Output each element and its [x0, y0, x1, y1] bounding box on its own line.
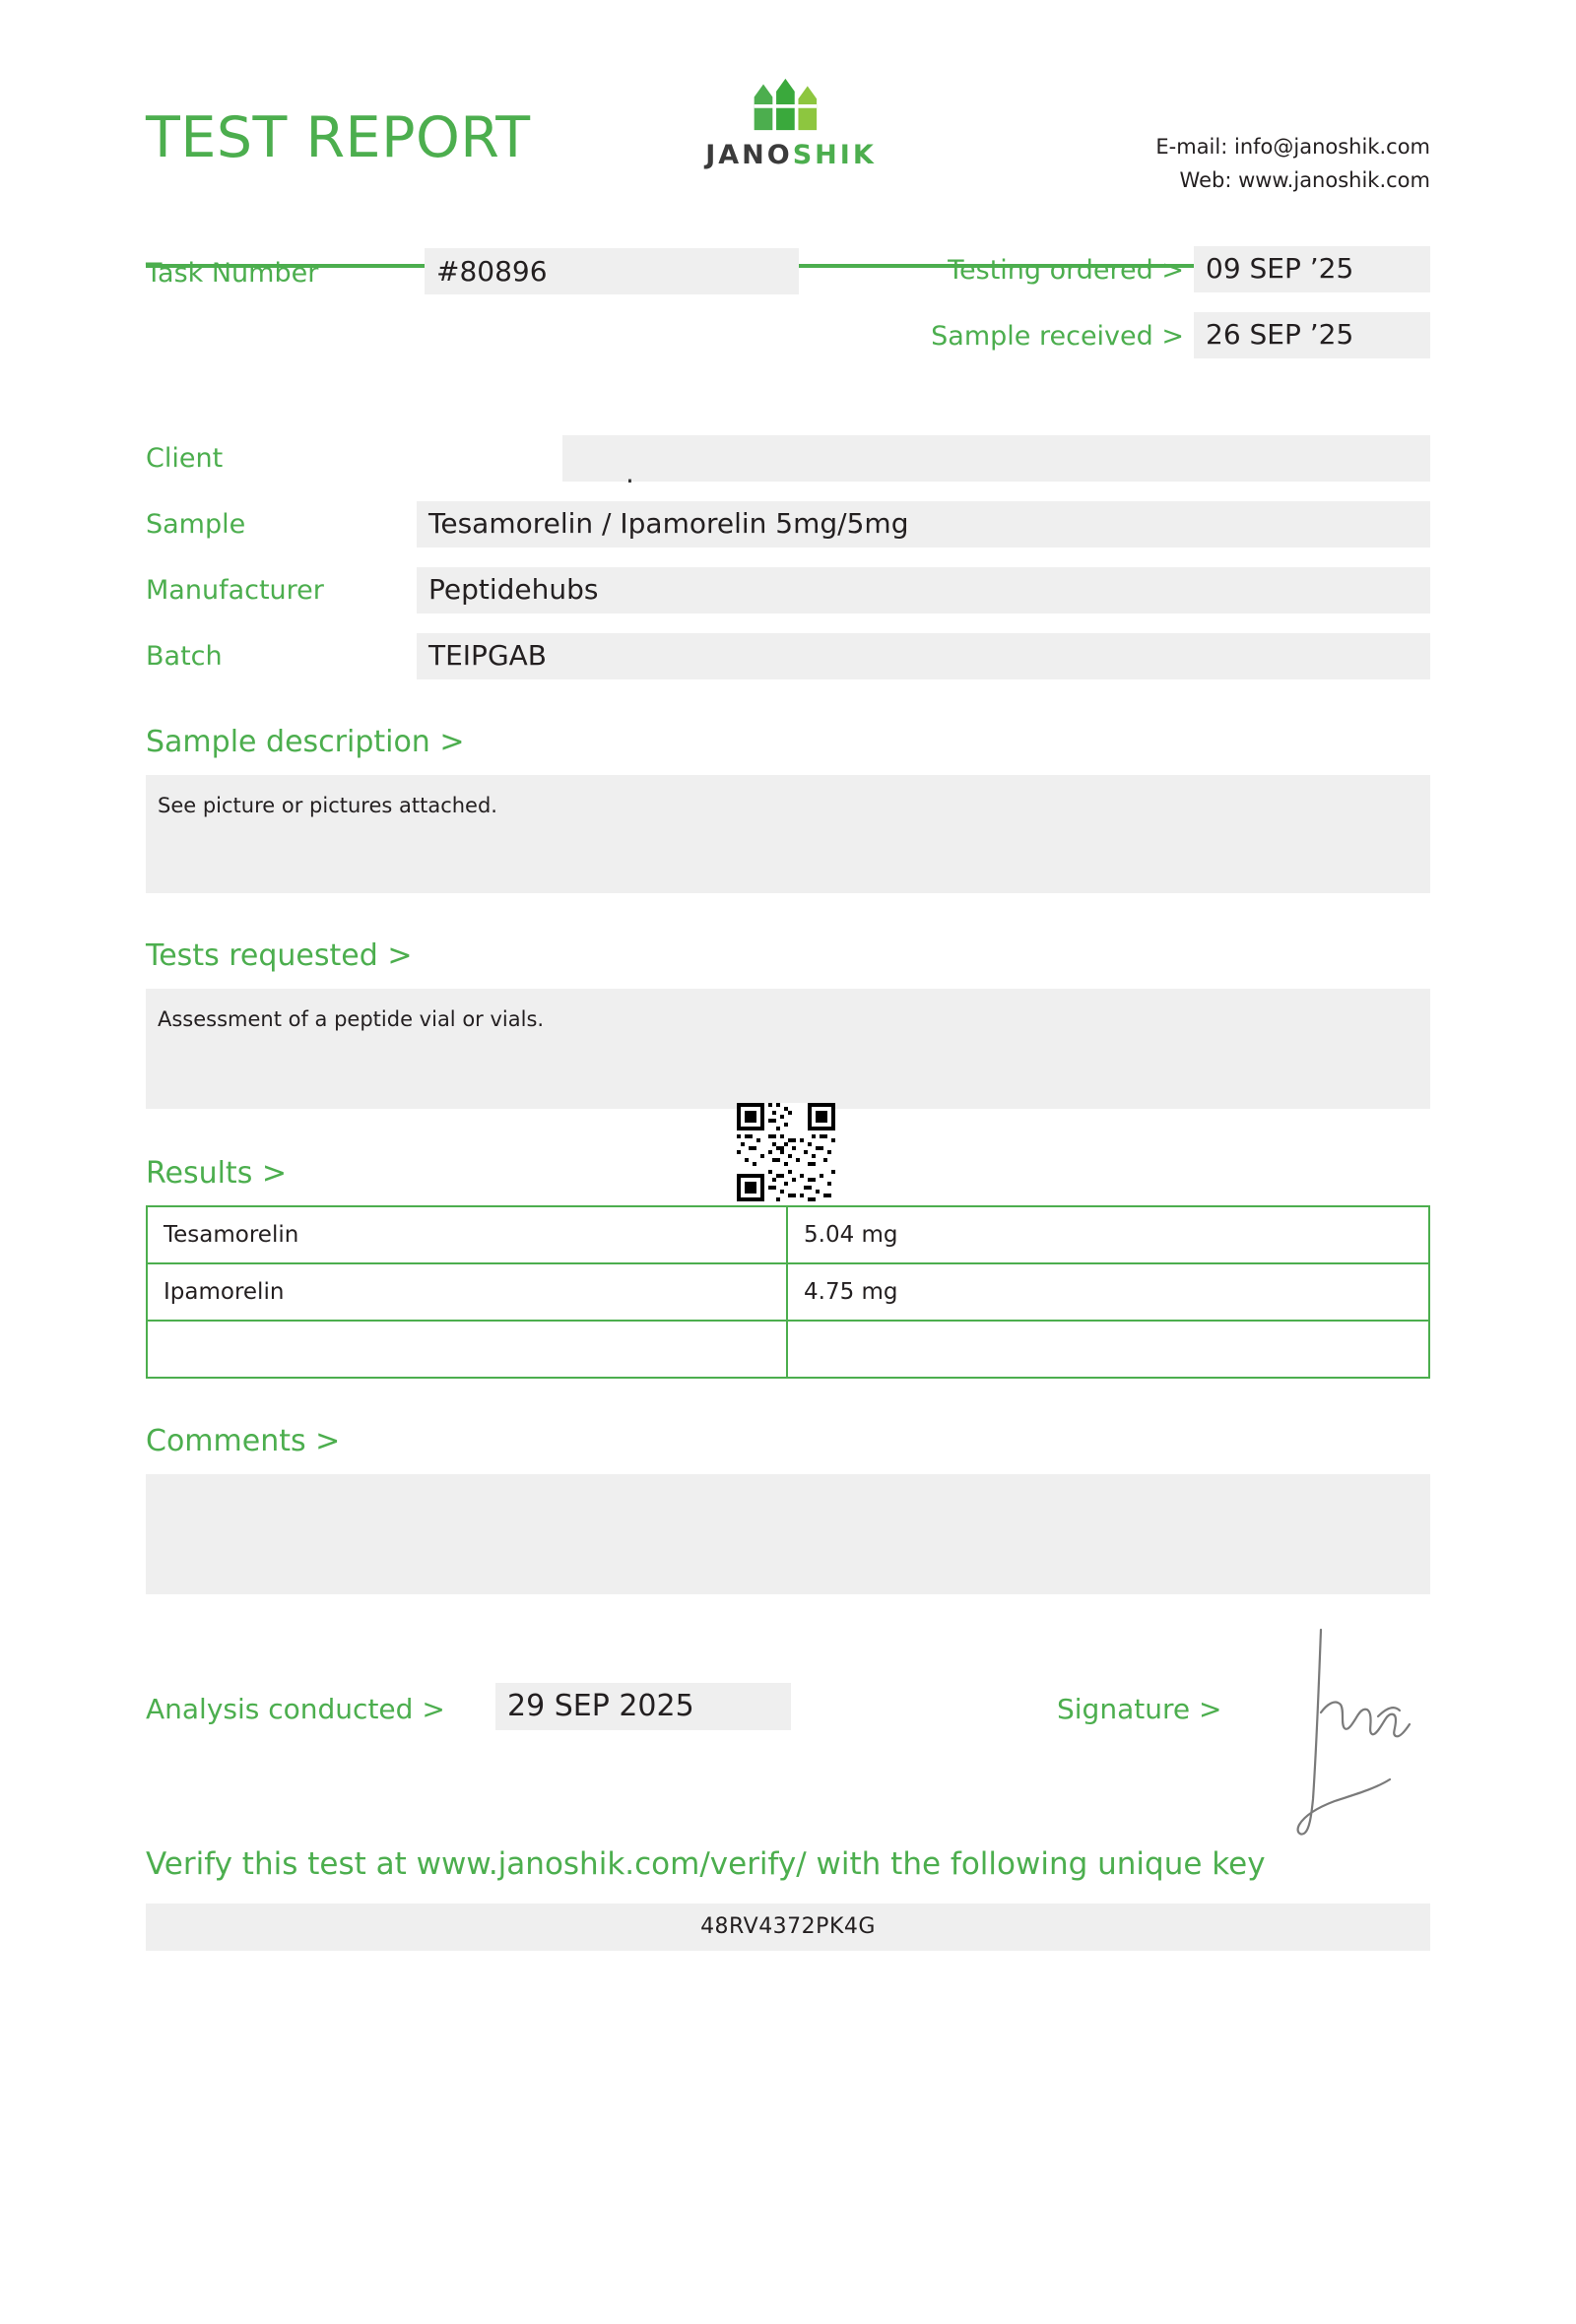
unique-key: 48RV4372PK4G — [146, 1904, 1430, 1951]
signature-image — [1283, 1622, 1461, 1839]
task-number-value: #80896 — [425, 248, 799, 294]
batch-row — [146, 633, 1430, 679]
sample-received-row — [820, 312, 1430, 358]
qr-code-icon — [737, 1103, 835, 1201]
logo-word-green: SHIK — [792, 140, 877, 170]
table-row — [147, 1321, 1429, 1378]
task-number-label: Task Number — [146, 258, 319, 289]
sample-label: Sample — [146, 509, 246, 540]
results-heading: Results > — [146, 1156, 287, 1191]
manufacturer-label: Manufacturer — [146, 575, 324, 606]
result-name — [147, 1321, 787, 1378]
table-row — [147, 1206, 1429, 1263]
sample-description-box: See picture or pictures attached. — [146, 775, 1430, 893]
sample-value: Tesamorelin / Ipamorelin 5mg/5mg — [417, 501, 1430, 548]
contact-block — [1155, 130, 1430, 197]
batch-value: TEIPGAB — [417, 633, 1430, 679]
testing-ordered-row — [820, 246, 1430, 292]
result-value: 4.75 mg — [787, 1263, 1429, 1321]
task-row — [146, 248, 1430, 356]
sample-row — [146, 501, 1430, 548]
client-label: Client — [146, 443, 224, 474]
analysis-conducted-label: Analysis conducted > — [146, 1693, 445, 1725]
testing-ordered-value: 09 SEP ’25 — [1194, 246, 1430, 292]
batch-label: Batch — [146, 641, 223, 672]
result-value — [787, 1321, 1429, 1378]
analysis-signature-row — [146, 1679, 1430, 1738]
dates-block — [820, 246, 1430, 378]
manufacturer-row — [146, 567, 1430, 613]
page-title: TEST REPORT — [146, 105, 531, 170]
logo-word-dark: JANO — [705, 140, 793, 170]
manufacturer-value: Peptidehubs — [417, 567, 1430, 613]
info-block — [146, 435, 1430, 679]
client-value-text: . — [625, 457, 634, 489]
verify-text: Verify this test at www.janoshik.com/verify/ with the following unique key — [146, 1846, 1266, 1882]
comments-box — [146, 1474, 1430, 1594]
report-content — [146, 0, 1430, 1951]
report-header — [146, 0, 1430, 207]
contact-web: Web: www.janoshik.com — [1179, 168, 1430, 192]
brand-logo — [678, 77, 904, 170]
analysis-conducted-date: 29 SEP 2025 — [495, 1683, 791, 1730]
tests-requested-box: Assessment of a peptide vial or vials. — [146, 989, 1430, 1109]
sample-received-value: 26 SEP ’25 — [1194, 312, 1430, 358]
client-value — [562, 435, 1430, 482]
testing-ordered-label: Testing ordered > — [948, 255, 1184, 286]
client-row — [146, 435, 1430, 489]
comments-heading: Comments > — [146, 1424, 341, 1458]
sample-description-heading: Sample description > — [146, 725, 465, 759]
signature-label: Signature > — [1057, 1693, 1222, 1725]
tests-requested-heading: Tests requested > — [146, 938, 413, 973]
result-name: Ipamorelin — [147, 1263, 787, 1321]
results-table — [146, 1205, 1430, 1379]
logo-wordmark — [678, 140, 904, 170]
sample-received-label: Sample received > — [931, 321, 1184, 352]
mountain-logo-icon — [736, 77, 846, 132]
table-row — [147, 1263, 1429, 1321]
contact-email: E-mail: info@janoshik.com — [1155, 135, 1430, 159]
result-value: 5.04 mg — [787, 1206, 1429, 1263]
results-heading-row — [146, 1142, 1430, 1205]
result-name: Tesamorelin — [147, 1206, 787, 1263]
